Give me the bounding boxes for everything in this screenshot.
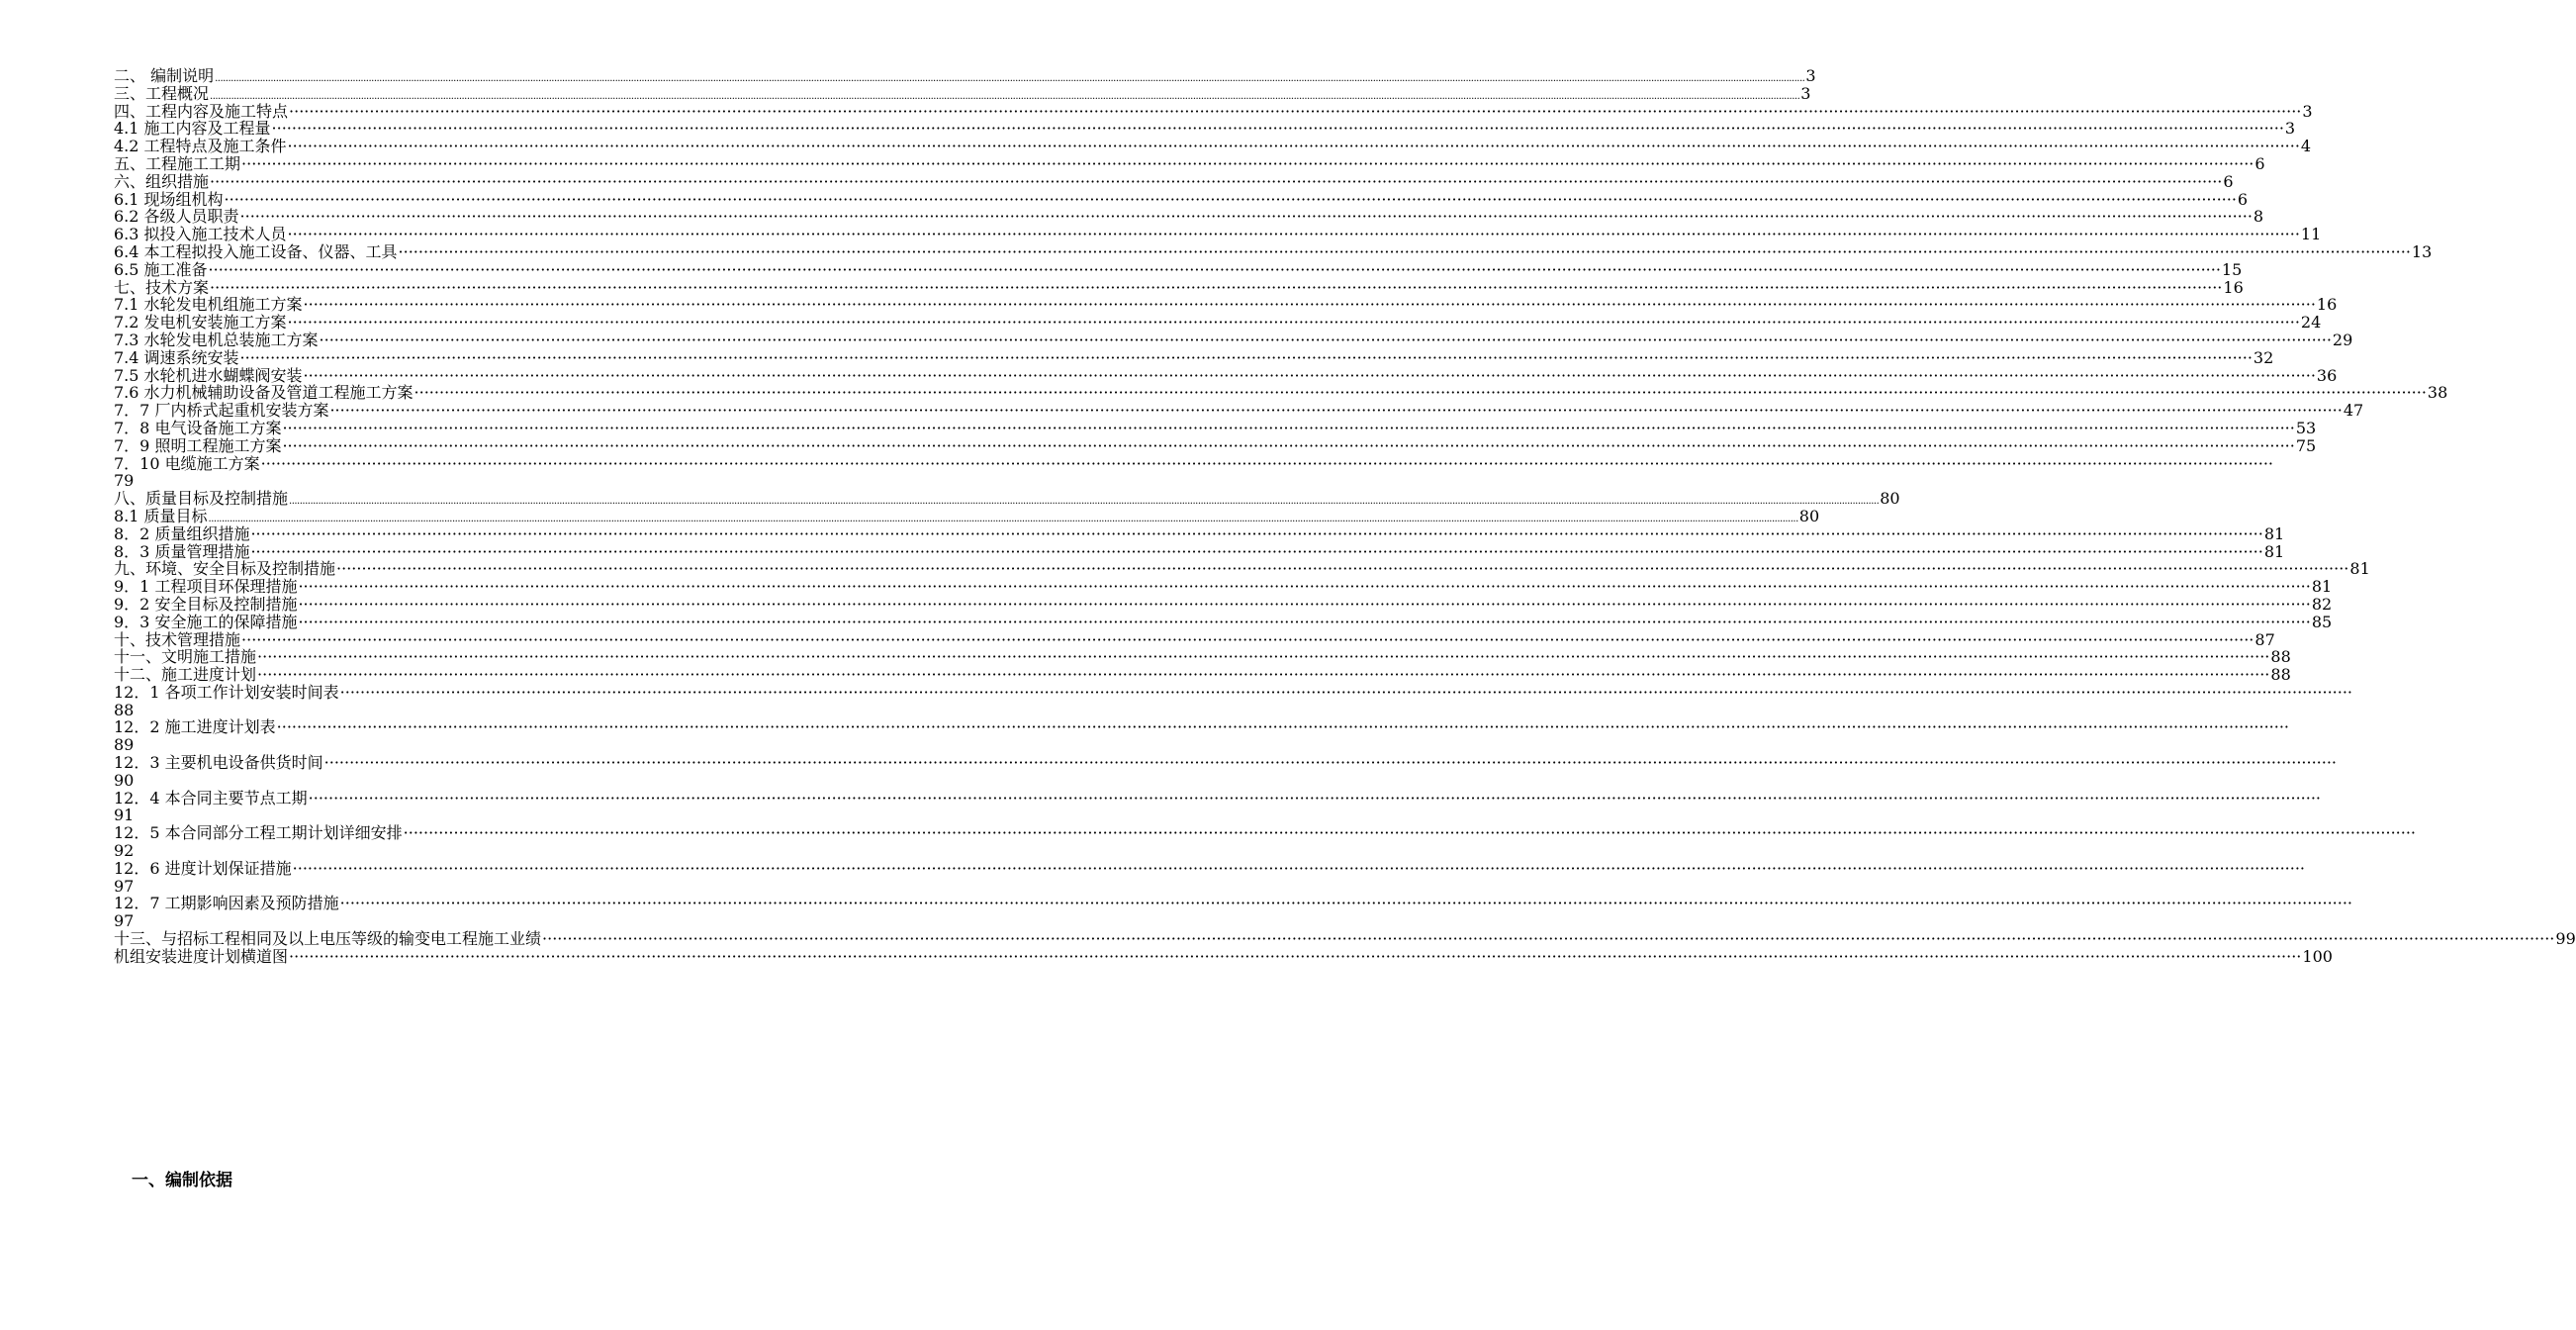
toc-entry-title: 五、工程施工工期: [114, 153, 241, 173]
toc-entry[interactable]: [114, 171, 2234, 191]
toc-entry[interactable]: [114, 101, 2313, 121]
toc-entry[interactable]: [114, 435, 2317, 455]
toc-entry-title: 12．1 各项工作计划安装时间表: [114, 682, 339, 702]
toc-page-number: 11: [2300, 225, 2322, 244]
toc-entry[interactable]: [114, 225, 2322, 244]
toc-dot-leader: ················································································································································································································································································································································································································: [287, 313, 2300, 332]
toc-entry-title: 机组安装进度计划横道图: [114, 946, 289, 966]
toc-entry-title: 12．4 本合同主要节点工期: [114, 788, 308, 808]
toc-dot-leader: ················································································································································································································································································································································································································: [303, 295, 2316, 315]
toc-dot-leader: ........................................................................................................................................................................................................................................................................................................................................................................................................................................................................................................................................................................................................................: [289, 496, 1880, 508]
toc-entry[interactable]: [114, 347, 2274, 367]
toc-entry-title: 十二、施工进度计划: [114, 665, 257, 685]
toc-dot-leader: ················································································································································································································································································································································································································: [319, 330, 2332, 349]
toc-dot-leader: ················································································································································································································································································································································································································: [298, 612, 2311, 631]
toc-dot-leader: ················································································································································································································································································································································································································: [287, 137, 2300, 156]
toc-entry[interactable]: [114, 788, 2322, 825]
toc-dot-leader: ················································································································································································································································································································································································································: [292, 858, 2306, 878]
toc-page-number: 16: [2316, 295, 2338, 315]
toc-entry-title: 7.3 水轮发电机总装施工方案: [114, 330, 319, 349]
toc-dot-leader: ················································································································································································································································································································································································································: [257, 647, 2270, 667]
toc-page-number: 89: [114, 735, 135, 755]
toc-entry-title: 八、质量目标及控制措施: [114, 489, 289, 509]
toc-entry[interactable]: [114, 682, 2353, 719]
toc-dot-leader: ················································································································································································································································································································································································································: [298, 594, 2311, 614]
toc-entry[interactable]: [114, 365, 2338, 385]
toc-entry[interactable]: [114, 313, 2322, 332]
toc-page-number: 53: [2295, 418, 2317, 437]
toc-entry[interactable]: [114, 717, 2290, 755]
toc-dot-leader: ················································································································································································································································································································································································································: [303, 365, 2316, 385]
toc-page-number: 32: [2253, 347, 2274, 367]
toc-entry[interactable]: [114, 523, 2285, 543]
toc-entry[interactable]: [114, 277, 2244, 297]
toc-entry[interactable]: [114, 137, 2312, 156]
toc-entry-title: 十一、文明施工措施: [114, 647, 257, 667]
toc-page-number: 91: [114, 806, 135, 825]
toc-entry[interactable]: [114, 858, 2306, 896]
toc-page-number: 29: [2332, 330, 2353, 349]
toc-page-number: 81: [2263, 541, 2285, 561]
toc-entry[interactable]: [114, 383, 2448, 403]
toc-entry-title: 9．2 安全目标及控制措施: [114, 594, 298, 614]
toc-page-number: 97: [114, 876, 135, 896]
toc-entry[interactable]: [114, 489, 1900, 509]
toc-entry[interactable]: [114, 295, 2338, 315]
toc-entry[interactable]: [114, 541, 2285, 561]
toc-entry[interactable]: [114, 153, 2265, 173]
toc-dot-leader: ........................................................................................................................................................................................................................................................................................................................................................................................................................................................................................................................................................................................................................: [215, 73, 1805, 84]
toc-page-number: 16: [2223, 277, 2244, 297]
toc-entry-title: 12．6 进度计划保证措施: [114, 858, 292, 878]
toc-dot-leader: ················································································································································································································································································································································································································: [239, 347, 2253, 367]
toc-page-number: 6: [2223, 171, 2234, 191]
toc-entry[interactable]: [114, 418, 2317, 437]
toc-entry[interactable]: [114, 594, 2333, 614]
toc-entry-title: 7.6 水力机械辅助设备及管道工程施工方案: [114, 383, 414, 403]
toc-entry-title: 6.5 施工准备: [114, 259, 208, 279]
toc-entry-title: 9．3 安全施工的保障措施: [114, 612, 298, 631]
toc-page-number: 36: [2316, 365, 2338, 385]
toc-page-number: 79: [114, 471, 135, 491]
toc-dot-leader: ················································································································································································································································································································································································································: [289, 946, 2302, 966]
toc-page-number: 81: [2311, 577, 2333, 597]
table-of-contents: [114, 66, 2576, 966]
toc-dot-leader: ················································································································································································································································································································································································································: [250, 523, 2263, 543]
toc-page-number: 24: [2300, 313, 2322, 332]
toc-page-number: 80: [1798, 506, 1820, 525]
toc-dot-leader: ················································································································································································································································································································································································································: [282, 418, 2295, 437]
toc-entry[interactable]: [114, 647, 2291, 667]
toc-dot-leader: ················································································································································································································································································································································································································: [329, 401, 2343, 421]
toc-page-number: 4: [2300, 137, 2312, 156]
toc-entry-title: 6.4 本工程拟投入施工设备、仪器、工具: [114, 241, 398, 261]
toc-entry-title: 12．5 本合同部分工程工期计划详细安排: [114, 823, 403, 843]
toc-entry[interactable]: [114, 629, 2275, 649]
toc-entry-title: 6.3 拟投入施工技术人员: [114, 225, 287, 244]
toc-entry-title: 8．3 质量管理措施: [114, 541, 250, 561]
toc-entry[interactable]: [114, 894, 2353, 931]
toc-page-number: 85: [2311, 612, 2333, 631]
toc-entry-title: 三、工程概况: [114, 83, 210, 103]
toc-dot-leader: ················································································································································································································································································································································································································: [250, 541, 2263, 561]
toc-entry-title: 二、 编制说明: [114, 66, 215, 85]
toc-entry-title: 7．8 电气设备施工方案: [114, 418, 282, 437]
toc-dot-leader: ················································································································································································································································································································································································································: [298, 577, 2311, 597]
toc-entry[interactable]: [114, 506, 1820, 525]
toc-dot-leader: ················································································································································································································································································································································································································: [210, 277, 2223, 297]
toc-dot-leader: ················································································································································································································································································································································································································: [208, 259, 2221, 279]
toc-dot-leader: ················································································································································································································································································································································································································: [257, 665, 2270, 685]
toc-entry-title: 7.5 水轮机进水蝴蝶阀安装: [114, 365, 303, 385]
toc-dot-leader: ················································································································································································································································································································································································································: [260, 453, 2274, 473]
toc-page-number: 99: [2555, 929, 2576, 949]
toc-page-number: 6: [2237, 189, 2249, 209]
toc-dot-leader: ················································································································································································································································································································································································································: [336, 559, 2349, 579]
toc-entry-title: 7．10 电缆施工方案: [114, 453, 260, 473]
toc-entry-title: 四、工程内容及施工特点: [114, 101, 289, 121]
toc-dot-leader: ················································································································································································································································································································································································································: [542, 929, 2555, 949]
toc-page-number: 38: [2427, 383, 2448, 403]
toc-entry-title: 7.1 水轮发电机组施工方案: [114, 295, 303, 315]
toc-entry[interactable]: [114, 665, 2291, 685]
toc-entry[interactable]: [114, 612, 2333, 631]
toc-page-number: 6: [2254, 153, 2265, 173]
toc-dot-leader: ················································································································································································································································································································································································································: [224, 189, 2237, 209]
toc-page-number: 3: [1805, 66, 1816, 85]
toc-dot-leader: ················································································································································································································································································································································································································: [323, 753, 2338, 773]
toc-dot-leader: ················································································································································································································································································································································································································: [282, 435, 2295, 455]
toc-entry[interactable]: [114, 929, 2576, 949]
toc-entry[interactable]: [114, 259, 2243, 279]
toc-dot-leader: ················································································································································································································································································································································································································: [271, 119, 2284, 139]
toc-page-number: 100: [2302, 946, 2333, 966]
toc-entry-title: 6.2 各级人员职责: [114, 207, 239, 227]
toc-entry[interactable]: [114, 66, 1816, 85]
toc-entry[interactable]: [114, 946, 2333, 966]
toc-dot-leader: ················································································································································································································································································································································································································: [239, 207, 2253, 227]
toc-dot-leader: ················································································································································································································································································································································································································: [414, 383, 2427, 403]
toc-page-number: 88: [2270, 647, 2291, 667]
toc-entry-title: 4.2 工程特点及施工条件: [114, 137, 287, 156]
toc-dot-leader: ················································································································································································································································································································································································································: [241, 629, 2254, 649]
toc-page-number: 47: [2343, 401, 2364, 421]
toc-entry-title: 十三、与招标工程相同及以上电压等级的输变电工程施工业绩: [114, 929, 542, 949]
toc-dot-leader: ················································································································································································································································································································································································································: [339, 682, 2353, 702]
toc-page-number: 3: [1800, 83, 1811, 103]
toc-dot-leader: ················································································································································································································································································································································································································: [287, 225, 2300, 244]
toc-entry[interactable]: [114, 401, 2364, 421]
toc-dot-leader: ........................................................................................................................................................................................................................................................................................................................................................................................................................................................................................................................................................................................................................: [208, 513, 1798, 524]
toc-page-number: 3: [2284, 119, 2296, 139]
toc-entry-title: 七、技术方案: [114, 277, 210, 297]
toc-entry-title: 12．7 工期影响因素及预防措施: [114, 894, 339, 913]
toc-page-number: 3: [2302, 101, 2313, 121]
toc-page-number: 81: [2349, 559, 2370, 579]
toc-dot-leader: ················································································································································································································································································································································································································: [289, 101, 2302, 121]
toc-dot-leader: ················································································································································································································································································································································································································: [276, 717, 2290, 737]
toc-page-number: 90: [114, 770, 135, 790]
toc-entry-title: 7．9 照明工程施工方案: [114, 435, 282, 455]
toc-entry[interactable]: [114, 83, 1811, 103]
toc-entry-title: 9．1 工程项目环保理措施: [114, 577, 298, 597]
toc-entry-title: 六、组织措施: [114, 171, 210, 191]
section-heading: 一、编制依据: [132, 1171, 232, 1190]
toc-entry-title: 7．7 厂内桥式起重机安装方案: [114, 401, 329, 421]
toc-page-number: 75: [2295, 435, 2317, 455]
toc-entry[interactable]: [114, 207, 2264, 227]
toc-entry[interactable]: [114, 559, 2370, 579]
toc-page-number: 88: [2270, 665, 2291, 685]
toc-entry-title: 8．2 质量组织措施: [114, 523, 250, 543]
toc-dot-leader: ················································································································································································································································································································································································································: [403, 823, 2417, 843]
toc-page-number: 13: [2411, 241, 2433, 261]
toc-entry[interactable]: [114, 189, 2249, 209]
toc-page-number: 97: [114, 911, 135, 931]
toc-entry[interactable]: [114, 241, 2433, 261]
toc-entry-title: 7.4 调速系统安装: [114, 347, 239, 367]
toc-entry[interactable]: [114, 753, 2338, 790]
toc-dot-leader: ················································································································································································································································································································································································································: [241, 153, 2254, 173]
toc-dot-leader: ················································································································································································································································································································································································································: [398, 241, 2411, 261]
toc-entry-title: 12．3 主要机电设备供货时间: [114, 753, 323, 773]
toc-entry[interactable]: [114, 577, 2333, 597]
toc-page-number: 15: [2221, 259, 2243, 279]
toc-entry-title: 8.1 质量目标: [114, 506, 208, 525]
toc-entry-title: 十、技术管理措施: [114, 629, 241, 649]
toc-entry[interactable]: [114, 330, 2353, 349]
toc-entry-title: 12．2 施工进度计划表: [114, 717, 276, 737]
toc-page-number: 92: [114, 841, 135, 861]
toc-page-number: 81: [2263, 523, 2285, 543]
toc-page-number: 82: [2311, 594, 2333, 614]
toc-page-number: 80: [1880, 489, 1900, 509]
toc-page-number: 88: [114, 700, 135, 719]
toc-entry[interactable]: [114, 823, 2417, 861]
toc-entry[interactable]: [114, 119, 2296, 139]
toc-dot-leader: ················································································································································································································································································································································································································: [308, 788, 2322, 808]
toc-entry-title: 6.1 现场组机构: [114, 189, 224, 209]
toc-dot-leader: ················································································································································································································································································································································································································: [210, 171, 2223, 191]
toc-entry-title: 7.2 发电机安装施工方案: [114, 313, 287, 332]
toc-page-number: 8: [2253, 207, 2264, 227]
toc-entry[interactable]: [114, 453, 2274, 491]
toc-dot-leader: ················································································································································································································································································································································································································: [339, 894, 2353, 913]
toc-dot-leader: ........................................................................................................................................................................................................................................................................................................................................................................................................................................................................................................................................................................................................................: [210, 90, 1800, 102]
toc-page-number: 87: [2254, 629, 2275, 649]
toc-entry-title: 4.1 施工内容及工程量: [114, 119, 271, 139]
toc-entry-title: 九、环境、安全目标及控制措施: [114, 559, 336, 579]
